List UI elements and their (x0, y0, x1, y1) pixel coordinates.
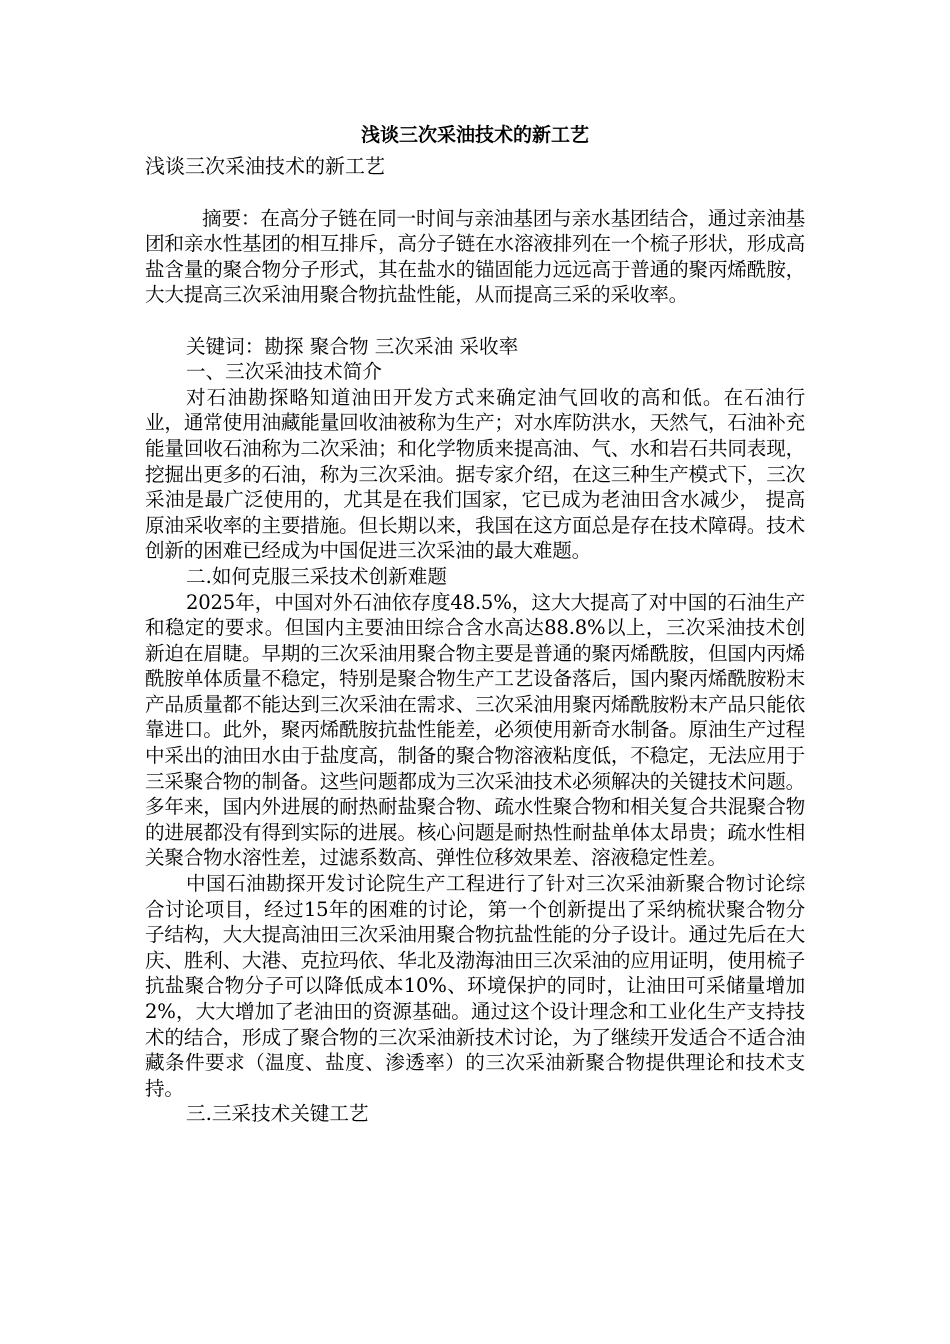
section-3-heading: 三.三采技术关键工艺 (186, 1102, 369, 1126)
section-1-heading: 一、三次采油技术简介 (186, 360, 382, 384)
keywords-line: 关键词：勘探 聚合物 三次采油 采收率 (186, 334, 519, 358)
abstract-paragraph: 摘要：在高分子链在同一时间与亲油基团与亲水基团结合，通过亲油基团和亲水性基团的相互排斥，高分子链在水溶液排列在一个梳子形状，形成高盐含量的聚合物分子形式，其在盐水的锚固能力远远高于普通的聚丙烯酰胺，大大提高三次采油用聚合物抗盐性能，从而提高三采的采收率。 (145, 206, 805, 307)
blank-line (145, 308, 805, 334)
section-1-paragraph: 对石油勘探略知道油田开发方式来确定油气回收的高和低。在石油行业，通常使用油藏能量回收油被称为生产；对水库防洪水，天然气，石油补充能量回收石油称为二次采油；和化学物质来提高油、气、水和岩石共同表现，挖掘出更多的石油，称为三次采油。据专家介绍，在这三种生产模式下，三次采油是最广泛使用的，尤其是在我们国家，它已成为老油田含水减少， 提高原油采收率的主要措施。但长期以来，我国在这方面总是存在技术障碍。技术创新的困难已经成为中国促进三次采油的最大难题。 (145, 385, 805, 563)
blank-line (145, 180, 805, 206)
section-2-paragraph-1: 2025年，中国对外石油依存度48.5%，这大大提高了对中国的石油生产和稳定的要求。但国内主要油田综合含水高达88.8%以上，三次采油技术创新迫在眉睫。早期的三次采油用聚合物主要是普通的聚丙烯酰胺，但国内丙烯酰胺单体质量不稳定，特别是聚合物生产工艺设备落后，国内聚丙烯酰胺粉末产品质量都不能达到三次采油在需求、三次采油用聚丙烯酰胺粉末产品只能依靠进口。此外，聚丙烯酰胺抗盐性能差，必须使用新奇水制备。原油生产过程中采出的油田水由于盐度高，制备的聚合物溶液粘度低，不稳定，无法应用于三采聚合物的制备。这些问题都成为三次采油技术必须解决的关键技术问题。多年来，国内外进展的耐热耐盐聚合物、疏水性聚合物和相关复合共混聚合物的进展都没有得到实际的进展。核心问题是耐热性耐盐单体太昂贵；疏水性相关聚合物水溶性差，过滤系数高、弹性位移效果差、溶液稳定性差。 (145, 590, 805, 870)
document-title: 浅谈三次采油技术的新工艺 (360, 124, 589, 146)
section-2-heading: 二.如何克服三采技术创新难题 (186, 564, 447, 588)
document-page (145, 118, 805, 1127)
section-2-paragraph-2: 中国石油勘探开发讨论院生产工程进行了针对三次采油新聚合物讨论综合讨论项目，经过15年的困难的讨论，第一个创新提出了采纳梳状聚合物分子结构，大大提高油田三次采油用聚合物抗盐性能的分子设计。通过先后在大庆、胜利、大港、克拉玛依、华北及渤海油田三次采油的应用证明，使用梳子抗盐聚合物分子可以降低成本10%、环境保护的同时，让油田可采储量增加2%，大大增加了老油田的资源基础。通过这个设计理念和工业化生产支持技术的结合，形成了聚合物的三次采油新技术讨论，为了继续开发适合不适合油藏条件要求（温度、盐度、渗透率）的三次采油新聚合物提供理论和技术支持。 (145, 872, 805, 1100)
document-subtitle: 浅谈三次采油技术的新工艺 (145, 154, 385, 178)
